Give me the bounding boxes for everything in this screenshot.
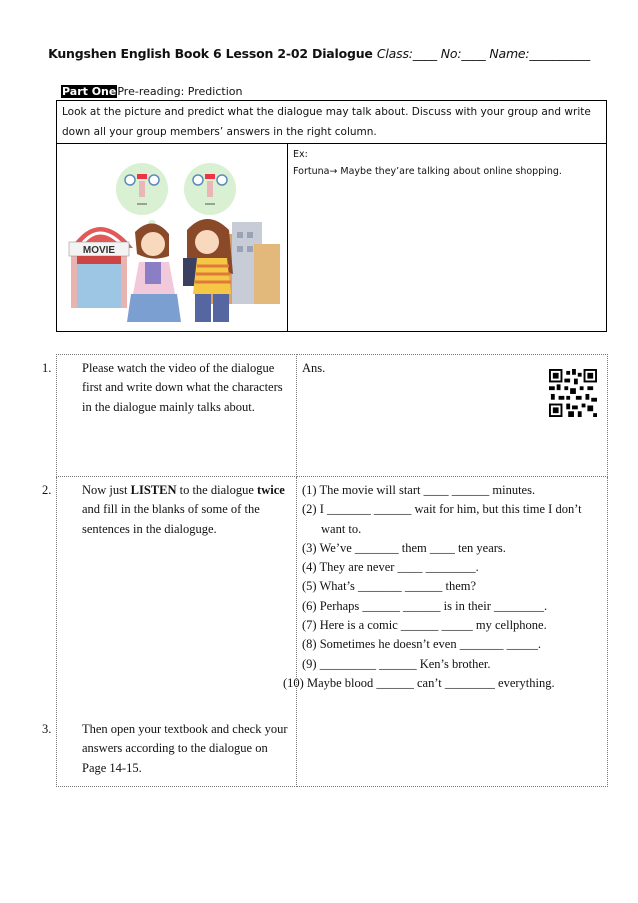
picture-cell bbox=[57, 144, 288, 332]
girl-left-skirt bbox=[127, 294, 181, 322]
sentence-1: (1) The movie will start ____ ______ minutes. bbox=[302, 483, 536, 497]
title-text: Kungshen English Book 6 Lesson 2-02 Dialogue bbox=[48, 46, 373, 61]
prediction-table bbox=[56, 100, 607, 332]
prediction-instruction: Look at the picture and predict what the dialogue may talk about. Discuss with your group and write down all your group members’ answers in the right column. bbox=[57, 101, 607, 144]
sentence-2: (2) I _______ ______ wait for him, but this time I don’t want to. bbox=[302, 502, 582, 536]
task-2: 2. Now just LISTEN to the dialogue twice and fill in the blanks of some of the sentences in the dialoguge. bbox=[42, 483, 285, 536]
example-cell[interactable] bbox=[288, 144, 607, 332]
girl-right-shirt bbox=[193, 258, 231, 294]
part-one-subtitle: Pre-reading: Prediction bbox=[117, 85, 243, 98]
dialogue-picture bbox=[57, 144, 287, 324]
example-answer: Fortuna→ Maybe they’are talking about online shopping. bbox=[293, 166, 562, 177]
building-3 bbox=[254, 244, 280, 304]
task-2-3-cell bbox=[42, 477, 297, 787]
girl-left-face bbox=[141, 232, 165, 256]
sentence-4: (4) They are never ____ ________. bbox=[302, 560, 479, 575]
sentence-9: (9) _________ ______ Ken’s brother. bbox=[302, 656, 491, 671]
task-1-answer-cell[interactable] bbox=[297, 355, 608, 477]
girl-right-face bbox=[195, 230, 219, 254]
answer-label: Ans. bbox=[302, 361, 326, 375]
movie-sign-text: MOVIE bbox=[82, 245, 116, 256]
sentence-10: (10) Maybe blood ______ can’t ________ everything. bbox=[283, 675, 555, 690]
activities-table bbox=[42, 354, 608, 787]
task-1-cell bbox=[42, 355, 297, 477]
cinema-doors bbox=[77, 264, 121, 308]
student-fields: Class:____ No:____ Name:__________ bbox=[376, 46, 590, 61]
example-label: Ex: bbox=[293, 149, 308, 160]
qr-code-icon[interactable] bbox=[549, 369, 597, 417]
task-1: 1. Please watch the video of the dialogue first and write down what the characters in the dialogue mainly talks about. bbox=[42, 361, 283, 414]
sentence-6: (6) Perhaps ______ ______ is in their ________. bbox=[302, 598, 548, 613]
part-one-tag: Part One bbox=[62, 85, 117, 98]
sentence-8: (8) Sometimes he doesn’t even _______ _____. bbox=[302, 637, 541, 652]
fill-in-sentences[interactable] bbox=[283, 477, 608, 787]
worksheet-title bbox=[0, 46, 638, 61]
part-one-label bbox=[61, 85, 242, 98]
sentence-3: (3) We’ve _______ them ____ ten years. bbox=[302, 540, 506, 555]
sentence-7: (7) Here is a comic ______ _____ my cellphone. bbox=[302, 618, 547, 633]
task-3: 3. Then open your textbook and check your answers according to the dialogue on Page 14-15. bbox=[42, 722, 288, 775]
sentence-5: (5) What’s _______ ______ them? bbox=[302, 579, 477, 594]
